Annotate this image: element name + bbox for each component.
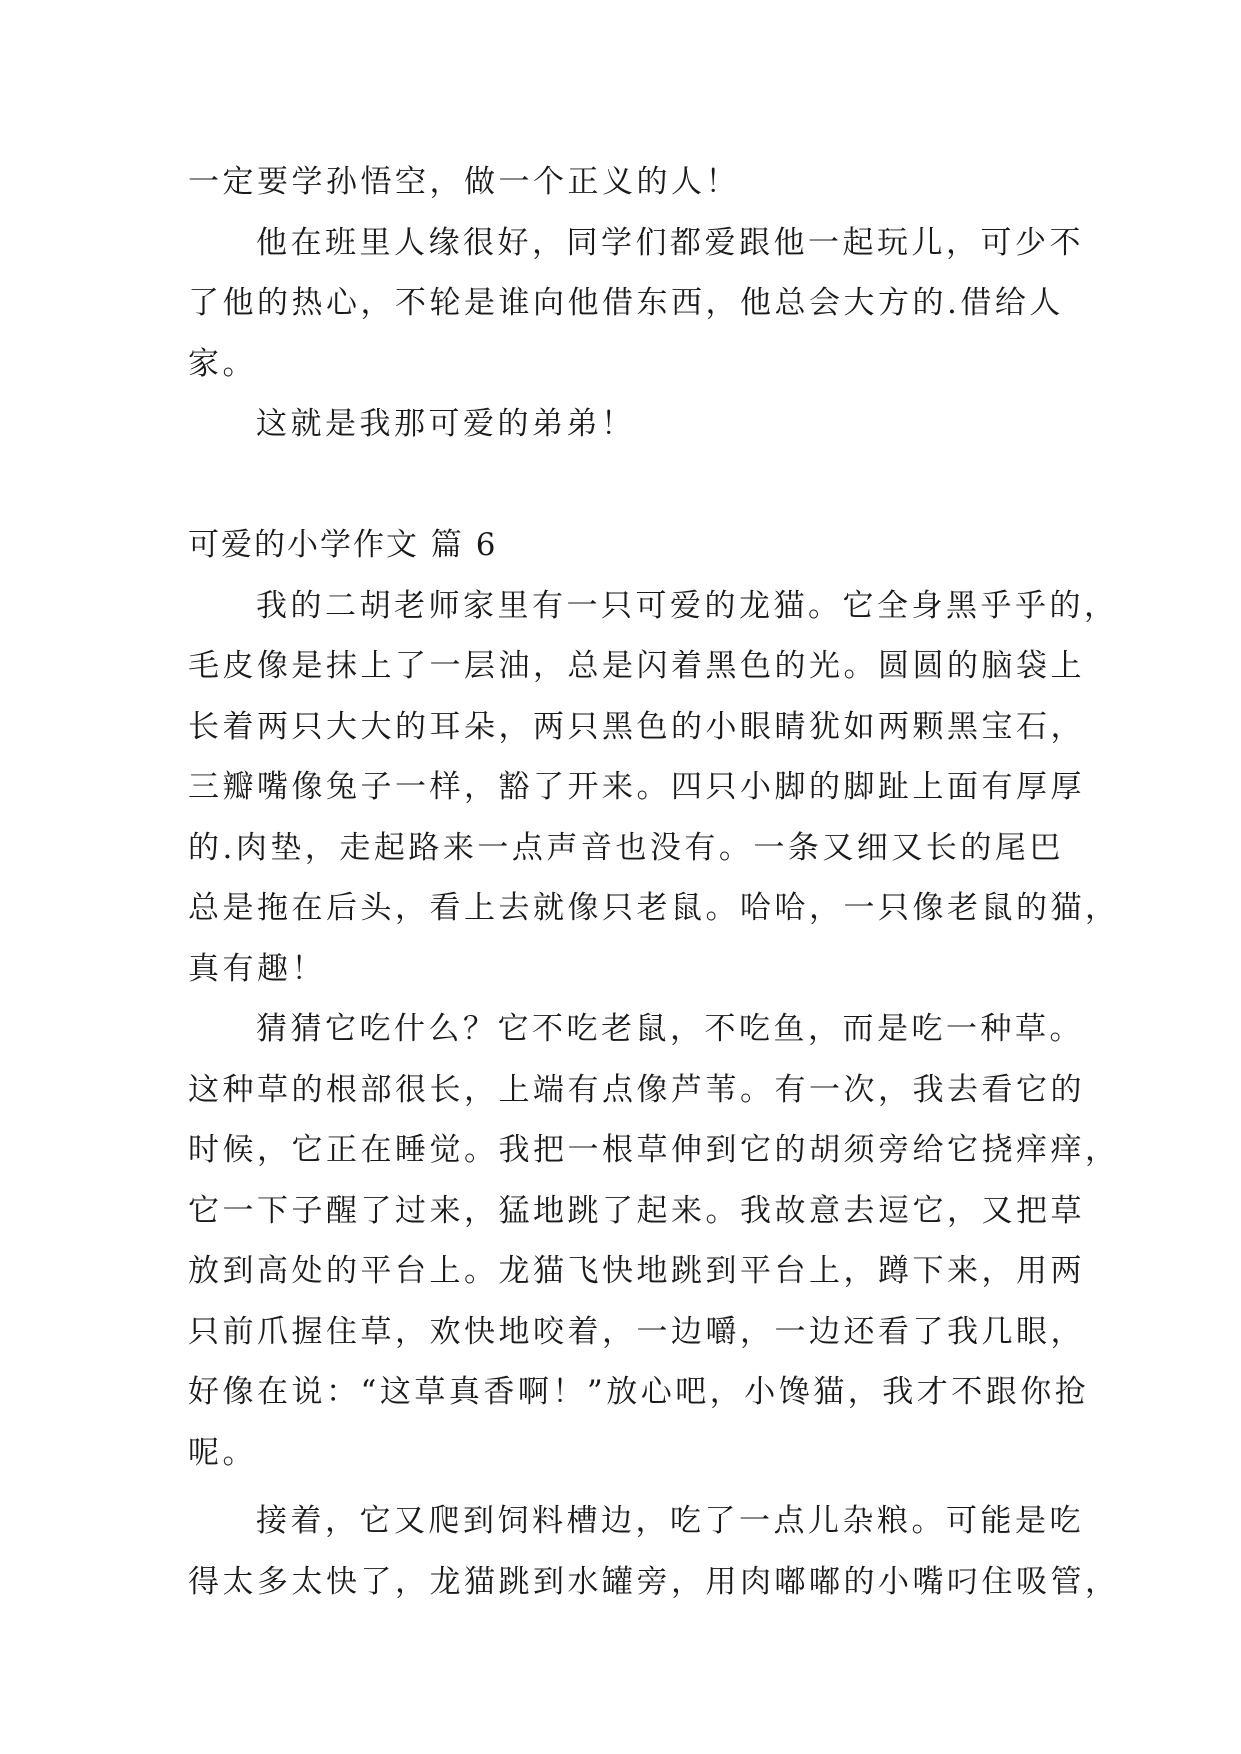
paragraph-line: 它一下子醒了过来，猛地跳了起来。我故意去逗它，又把草 [188,1192,1085,1229]
paragraph-line: 了他的热心，不轮是谁向他借东西，他总会大方的.借给人 [188,285,1064,321]
paragraph-spacer [188,1483,1068,1491]
paragraph-line: 的.肉垫，走起路来一点声音也没有。一条又细又长的尾巴 [188,829,1064,866]
paragraph-line: 只前爪握住草，欢快地咬着，一边嚼，一边还看了我几眼， [188,1313,1085,1350]
paragraph-line: 真有趣！ [188,950,326,987]
section-heading: 可爱的小学作文 篇 6 [188,527,498,563]
paragraph-line: 他在班里人缘很好，同学们都爱跟他一起玩儿，可少不 [256,224,1084,261]
paragraph-line: 得太多太快了，龙猫跳到水罐旁，用肉嘟嘟的小嘴叼住吸管， [188,1563,1120,1600]
paragraph-line: 家。 [188,345,257,382]
paragraph-line: 总是拖在后头，看上去就像只老鼠。哈哈，一只像老鼠的猫， [188,890,1120,926]
paragraph-line: 三瓣嘴像兔子一样，豁了开来。四只小脚的脚趾上面有厚厚 [188,769,1085,805]
paragraph-line: 一定要学孙悟空，做一个正义的人！ [188,164,740,200]
paragraph-line: 我的二胡老师家里有一只可爱的龙猫。它全身黑乎乎的， [256,587,1119,624]
paragraph-line: 猜猜它吃什么？它不吃老鼠，不吃鱼，而是吃一种草。 [256,1011,1084,1047]
paragraph-line: 呢。 [188,1434,257,1471]
paragraph-line: 毛皮像是抹上了一层油，总是闪着黑色的光。圆圆的脑袋上 [188,648,1085,684]
paragraph-line: 这种草的根部很长，上端有点像芦苇。有一次，我去看它的 [188,1071,1085,1108]
paragraph-line: 接着，它又爬到饲料槽边，吃了一点儿杂粮。可能是吃 [256,1503,1084,1539]
paragraph-line: 放到高处的平台上。龙猫飞快地跳到平台上，蹲下来，用两 [188,1253,1085,1289]
paragraph-line: 这就是我那可爱的弟弟！ [256,406,636,442]
section-spacer [188,455,1068,516]
paragraph-line: 长着两只大大的耳朵，两只黑色的小眼睛犹如两颗黑宝石， [188,708,1085,745]
paragraph-line: 时候，它正在睡觉。我把一根草伸到它的胡须旁给它挠痒痒， [188,1132,1120,1168]
paragraph-line: 好像在说：“这草真香啊！”放心吧，小馋猫，我才不跟你抢 [188,1374,1090,1410]
document-body [188,152,1120,1612]
